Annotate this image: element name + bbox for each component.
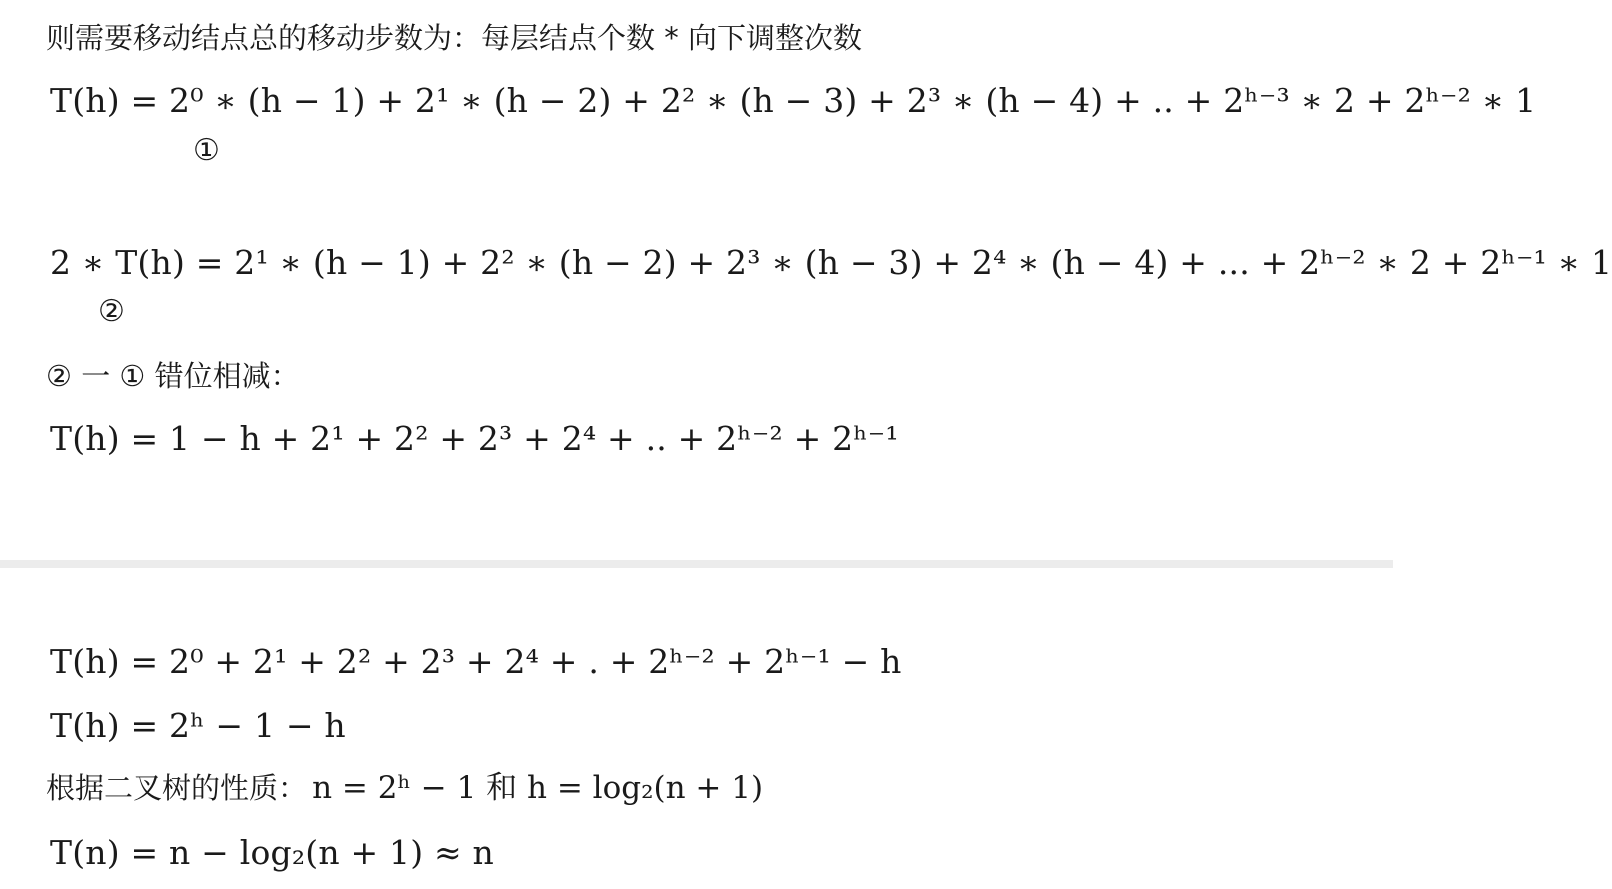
formula-2t-h-expansion: 2 ∗ T(h) = 2¹ ∗ (h − 1) + 2² ∗ (h − 2) + 2³ ∗ (h − 3) + 2⁴ ∗ (h − 4) + ... + 2ʰ⁻² ∗ 2 + 2ʰ⁻¹ ∗ 1 (50, 243, 1612, 282)
property-formula: n = 2ʰ − 1 和 h = log₂(n + 1) (312, 770, 764, 806)
binary-tree-property-line (46, 770, 764, 806)
section-heading: 则需要移动结点总的移动步数为：每层结点个数 * 向下调整次数 (46, 21, 862, 55)
equation-marker-1: ① (193, 133, 220, 168)
subtraction-label: ② 一 ① 错位相减： (46, 359, 300, 393)
property-label: 根据二叉树的性质： (46, 771, 308, 805)
formula-t-h-expansion: T(h) = 2⁰ ∗ (h − 1) + 2¹ ∗ (h − 2) + 2² ∗ (h − 3) + 2³ ∗ (h − 4) + .. + 2ʰ⁻³ ∗ 2 + 2ʰ⁻² ∗ 1 (50, 81, 1537, 120)
formula-difference: T(h) = 1 − h + 2¹ + 2² + 2³ + 2⁴ + .. + 2ʰ⁻² + 2ʰ⁻¹ (50, 419, 899, 458)
section-divider (0, 560, 1393, 568)
formula-geometric-sum: T(h) = 2⁰ + 2¹ + 2² + 2³ + 2⁴ + . + 2ʰ⁻² + 2ʰ⁻¹ − h (50, 642, 902, 681)
formula-final-complexity: T(n) = n − log₂(n + 1) ≈ n (50, 833, 495, 872)
formula-closed-form: T(h) = 2ʰ − 1 − h (50, 706, 346, 745)
equation-marker-2: ② (98, 294, 125, 329)
